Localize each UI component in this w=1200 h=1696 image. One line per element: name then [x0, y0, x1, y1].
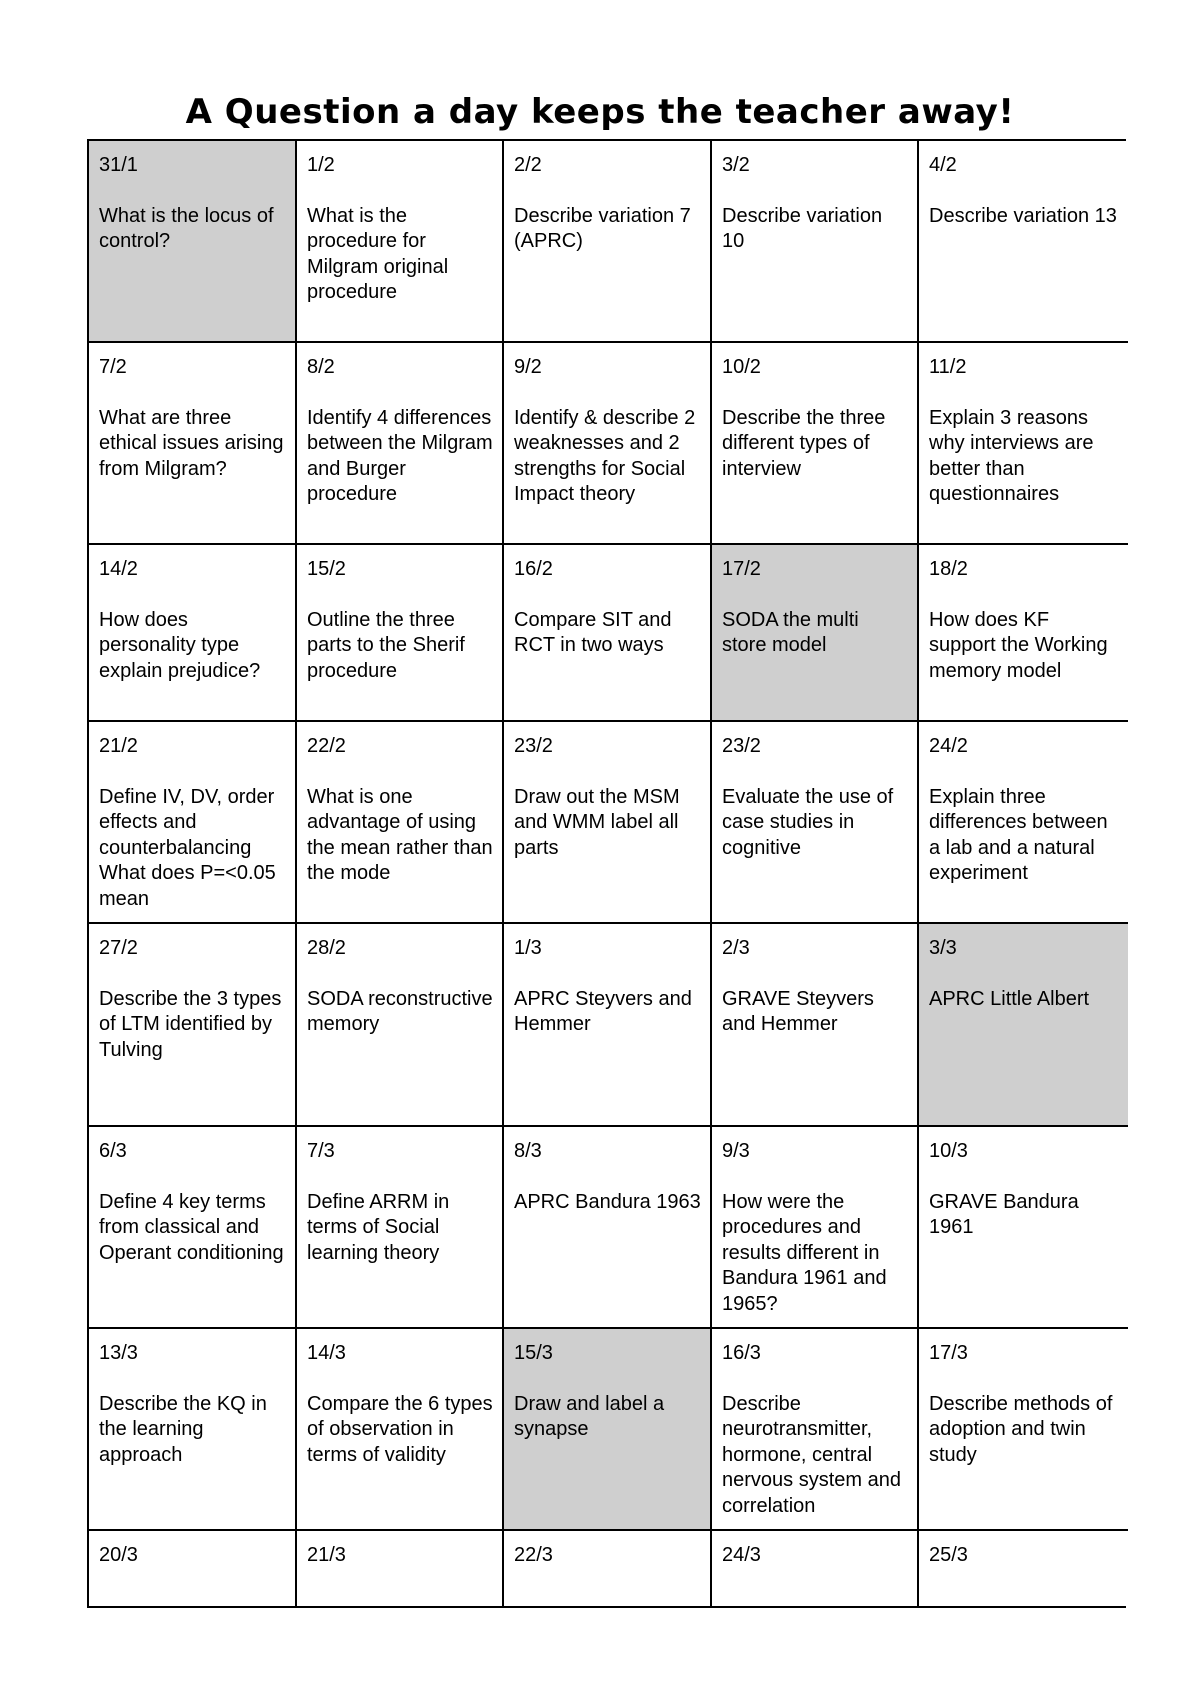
cell-date: 27/2	[99, 937, 138, 959]
calendar-cell	[504, 924, 712, 1127]
cell-question: Draw out the MSM and WMM label all parts	[514, 785, 680, 859]
cell-date: 22/2	[307, 735, 346, 757]
cell-question: How does personality type explain prejudice?	[99, 608, 261, 682]
calendar-cell	[89, 722, 297, 924]
calendar-cell	[504, 343, 712, 545]
cell-date: 24/2	[929, 735, 968, 757]
cell-date: 15/2	[307, 558, 346, 580]
calendar-cell	[919, 1127, 1128, 1329]
calendar-cell	[504, 1531, 712, 1606]
calendar-cell	[89, 1127, 297, 1329]
calendar-cell	[297, 343, 504, 545]
cell-date: 11/2	[929, 356, 967, 378]
cell-question: Define IV, DV, order effects and counterbalancing What does P=<0.05 mean	[99, 785, 276, 910]
cell-question: Compare the 6 types of observation in terms of validity	[307, 1392, 493, 1466]
cell-question: GRAVE Steyvers and Hemmer	[722, 987, 874, 1035]
cell-question: APRC Steyvers and Hemmer	[514, 987, 692, 1035]
calendar-cell	[89, 1329, 297, 1531]
calendar-cell	[297, 722, 504, 924]
cell-date: 31/1	[99, 154, 138, 176]
calendar-cell	[712, 545, 919, 722]
cell-question: Evaluate the use of case studies in cognitive	[722, 785, 894, 859]
cell-date: 15/3	[514, 1342, 553, 1364]
cell-date: 8/2	[307, 356, 335, 378]
cell-question: Describe neurotransmitter, hormone, central nervous system and correlation	[722, 1392, 901, 1517]
cell-date: 2/3	[722, 937, 750, 959]
cell-question: Identify 4 differences between the Milgram and Burger procedure	[307, 406, 493, 505]
cell-question: Describe variation 13	[929, 204, 1117, 227]
cell-question: What are three ethical issues arising from Milgram?	[99, 406, 284, 480]
cell-date: 23/2	[722, 735, 761, 757]
cell-date: 24/3	[722, 1544, 761, 1566]
cell-date: 7/3	[307, 1140, 335, 1162]
cell-question: Explain three differences between a lab and a natural experiment	[929, 785, 1108, 884]
cell-question: Define 4 key terms from classical and Operant conditioning	[99, 1190, 284, 1264]
cell-date: 28/2	[307, 937, 346, 959]
cell-date: 4/2	[929, 154, 957, 176]
calendar-cell	[919, 545, 1128, 722]
cell-question: Explain 3 reasons why interviews are better than questionnaires	[929, 406, 1094, 505]
cell-date: 9/3	[722, 1140, 750, 1162]
cell-question: Describe variation 7 (APRC)	[514, 204, 691, 252]
cell-question: What is one advantage of using the mean rather than the mode	[307, 785, 493, 884]
cell-date: 3/2	[722, 154, 750, 176]
calendar-cell	[712, 722, 919, 924]
cell-question: Describe variation 10	[722, 204, 883, 252]
calendar-cell	[504, 141, 712, 343]
calendar-cell	[504, 545, 712, 722]
cell-date: 2/2	[514, 154, 542, 176]
cell-date: 16/2	[514, 558, 553, 580]
cell-question: Identify & describe 2 weaknesses and 2 strengths for Social Impact theory	[514, 406, 696, 505]
cell-date: 3/3	[929, 937, 957, 959]
calendar-cell	[89, 545, 297, 722]
cell-question: Describe methods of adoption and twin study	[929, 1392, 1113, 1466]
calendar-cell	[297, 924, 504, 1127]
cell-date: 10/3	[929, 1140, 968, 1162]
cell-question: How were the procedures and results different in Bandura 1961 and 1965?	[722, 1190, 887, 1315]
cell-date: 6/3	[99, 1140, 127, 1162]
calendar-cell	[919, 343, 1128, 545]
cell-date: 17/2	[722, 558, 761, 580]
cell-date: 14/3	[307, 1342, 346, 1364]
cell-date: 20/3	[99, 1544, 138, 1566]
calendar-cell	[712, 1329, 919, 1531]
calendar-cell	[504, 1127, 712, 1329]
calendar-cell	[919, 1329, 1128, 1531]
cell-date: 1/2	[307, 154, 335, 176]
cell-date: 10/2	[722, 356, 761, 378]
cell-question: Describe the three different types of interview	[722, 406, 886, 480]
calendar-cell	[504, 722, 712, 924]
cell-date: 8/3	[514, 1140, 542, 1162]
calendar-cell	[297, 1531, 504, 1606]
calendar-cell	[919, 924, 1128, 1127]
calendar-cell	[89, 924, 297, 1127]
cell-question: Define ARRM in terms of Social learning theory	[307, 1190, 450, 1264]
cell-question: APRC Bandura 1963	[514, 1190, 701, 1213]
cell-date: 25/3	[929, 1544, 968, 1566]
cell-question: Describe the KQ in the learning approach	[99, 1392, 267, 1466]
cell-question: Describe the 3 types of LTM identified by Tulving	[99, 987, 282, 1061]
calendar-cell	[712, 343, 919, 545]
cell-date: 14/2	[99, 558, 138, 580]
calendar-cell	[297, 1329, 504, 1531]
cell-date: 18/2	[929, 558, 968, 580]
cell-date: 21/3	[307, 1544, 346, 1566]
cell-question: APRC Little Albert	[929, 987, 1090, 1010]
cell-date: 16/3	[722, 1342, 761, 1364]
calendar-cell	[919, 1531, 1128, 1606]
cell-question: Compare SIT and RCT in two ways	[514, 608, 672, 656]
cell-question: SODA reconstructive memory	[307, 987, 493, 1035]
cell-date: 1/3	[514, 937, 542, 959]
cell-question: Draw and label a synapse	[514, 1392, 665, 1440]
cell-question: What is the procedure for Milgram original procedure	[307, 204, 449, 303]
calendar-cell	[89, 141, 297, 343]
page-title: A Question a day keeps the teacher away!	[185, 92, 1015, 132]
cell-date: 13/3	[99, 1342, 138, 1364]
cell-date: 7/2	[99, 356, 127, 378]
cell-question: What is the locus of control?	[99, 204, 274, 252]
cell-question: SODA the multi store model	[722, 608, 859, 656]
calendar-cell	[297, 545, 504, 722]
cell-question: How does KF support the Working memory model	[929, 608, 1108, 682]
cell-date: 22/3	[514, 1544, 553, 1566]
calendar-cell	[712, 141, 919, 343]
question-calendar-table	[87, 139, 1126, 1608]
cell-date: 17/3	[929, 1342, 968, 1364]
cell-date: 23/2	[514, 735, 553, 757]
calendar-cell	[712, 1531, 919, 1606]
calendar-cell	[89, 343, 297, 545]
calendar-cell	[712, 924, 919, 1127]
cell-question: Outline the three parts to the Sherif procedure	[307, 608, 465, 682]
calendar-cell	[89, 1531, 297, 1606]
cell-date: 9/2	[514, 356, 542, 378]
calendar-cell	[504, 1329, 712, 1531]
calendar-cell	[712, 1127, 919, 1329]
calendar-cell	[919, 141, 1128, 343]
calendar-cell	[297, 1127, 504, 1329]
cell-question: GRAVE Bandura 1961	[929, 1190, 1079, 1238]
cell-date: 21/2	[99, 735, 138, 757]
calendar-cell	[919, 722, 1128, 924]
calendar-cell	[297, 141, 504, 343]
